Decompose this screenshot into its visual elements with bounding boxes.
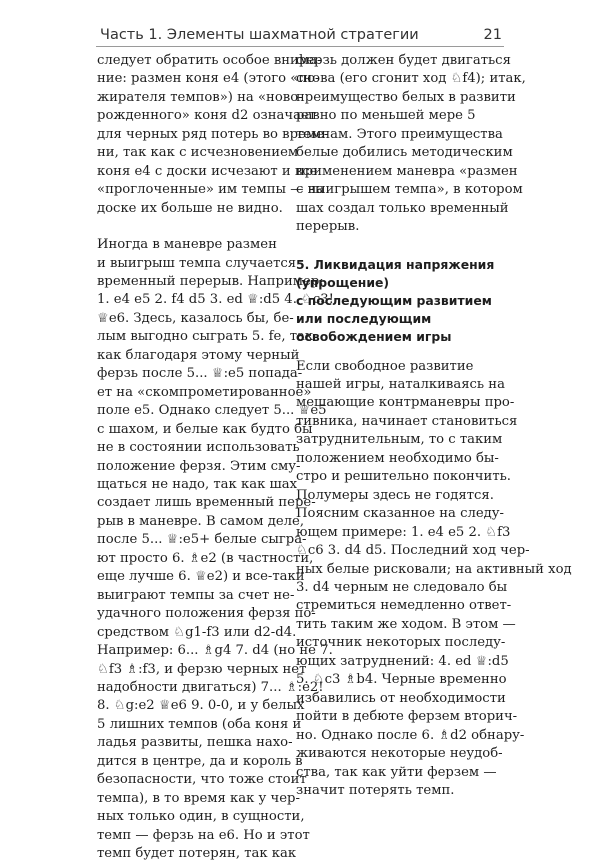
text-line: рожденного» коня d2 означает (97, 108, 317, 124)
text-line: Поясним сказанное на следу- (296, 506, 504, 522)
text-line: после 5... ♕:e5+ белые сыгра- (97, 532, 307, 548)
page-number: 21 (483, 27, 502, 43)
text-line: мешающие контрманевры про- (296, 395, 515, 411)
text-line: живаются некоторые неудоб- (296, 746, 503, 762)
text-line: темпам. Этого преимущества (296, 126, 503, 142)
text-line: стремиться немедленно ответ- (296, 598, 512, 614)
text-line: или последующим (296, 310, 432, 326)
text-line: ♘f3 ♗:f3, и ферзю черных нет (97, 661, 307, 677)
text-line: коня e4 с доски исчезают и все (97, 163, 318, 179)
paragraph-gap (97, 218, 283, 236)
text-line: освобождением игры (296, 328, 452, 344)
text-line: ет на «скомпрометированное» (97, 384, 312, 400)
paragraph (97, 52, 329, 218)
text-line: 5 лишних темпов (оба коня и (97, 716, 302, 732)
paragraph (296, 358, 572, 801)
text-line: 1. e4 e5 2. f4 d5 3. ed ♕:d5 4. ♘c3! (97, 292, 334, 308)
text-line: снова (его сгонит ход ♘f4); итак, (296, 71, 526, 87)
text-line: ют просто 6. ♗e2 (в частности, (97, 550, 314, 566)
text-line: нашей игры, наталкиваясь на (296, 376, 505, 392)
text-line: ных только один, в сущности, (97, 809, 305, 825)
text-line: рыв в маневре. В самом деле, (97, 513, 305, 529)
text-line: избавились от необходимости (296, 690, 506, 706)
paragraph-gap (296, 237, 486, 246)
text-line: создает лишь временный пере- (97, 495, 316, 511)
text-line: временный перерыв. Например: (97, 273, 324, 289)
text-line: источник некоторых последу- (296, 635, 506, 651)
text-line: Иногда в маневре размен (97, 237, 277, 253)
text-line: 3. d4 черным не следовало бы (296, 579, 508, 595)
paragraph (97, 236, 334, 863)
text-line: Например: 6... ♗g4 7. d4 (но не 7. (97, 643, 333, 659)
text-line: с шахом, и белые как будто бы (97, 421, 313, 437)
text-line: ♘c6 3. d4 d5. Последний ход чер- (296, 543, 530, 559)
text-line: перерыв. (296, 219, 360, 235)
paragraph (296, 52, 526, 237)
text-line: лым выгодно сыграть 5. fe, так (97, 329, 314, 345)
text-line: не в состоянии использовать (97, 440, 300, 456)
text-line: ни, так как с исчезновением (97, 145, 299, 161)
text-line: ние: размен коня e4 (этого «по- (97, 71, 320, 87)
text-line: жирателя темпов») на «ново- (97, 89, 303, 105)
text-line: как благодаря этому черный (97, 347, 300, 363)
text-line: пойти в дебюте ферзем вторич- (296, 709, 518, 725)
text-line: с выигрышем темпа», в котором (296, 182, 523, 198)
text-line: средством ♘g1-f3 или d2-d4. (97, 624, 297, 640)
text-line: тивника, начинает становиться (296, 413, 518, 429)
text-line: ферзь после 5... ♕:e5 попада- (97, 366, 303, 382)
text-line: «проглоченные» им темпы — на (97, 182, 325, 198)
header-rule (96, 46, 504, 47)
text-line: 5. Ликвидация напряжения (296, 256, 495, 272)
text-line: ющем примере: 1. e4 e5 2. ♘f3 (296, 524, 511, 540)
text-line: с последующим развитием (296, 292, 492, 308)
text-line: преимущество белых в развити (296, 89, 516, 105)
text-line: щаться не надо, так как шах (97, 476, 298, 492)
text-line: ладья развиты, пешка нахо- (97, 735, 293, 751)
text-line: безопасности, что тоже стоит (97, 772, 307, 788)
right-column (296, 52, 572, 800)
text-line: 5. ♘c3 ♗b4. Черные временно (296, 672, 507, 688)
text-line: еще лучше 6. ♕e2) и все-таки (97, 569, 305, 585)
text-line: поле e5. Однако следует 5... ♕e5 (97, 403, 327, 419)
text-line: ных белые рисковали; на активный ход (296, 561, 572, 577)
text-line: Если свободное развитие (296, 358, 474, 374)
text-line: 8. ♘g:e2 ♕e6 9. 0-0, и у белых (97, 698, 305, 714)
text-line: и выигрыш темпа случается (97, 255, 297, 271)
text-line: для черных ряд потерь во време- (97, 126, 329, 142)
text-line: положение ферзя. Этим сму- (97, 458, 301, 474)
text-line: дится в центре, да и король в (97, 753, 303, 769)
text-line: равно по меньшей мере 5 (296, 108, 476, 124)
section-heading (296, 256, 495, 346)
text-line: (упрощение) (296, 274, 390, 290)
text-line: значит потерять темп. (296, 782, 455, 798)
text-line: надобности двигаться) 7... ♗:e2! (97, 679, 324, 695)
text-line: стро и решительно покончить. (296, 469, 511, 485)
text-line: ферзь должен будет двигаться (296, 53, 511, 68)
text-line: следует обратить особое внима- (97, 53, 322, 68)
text-line: доске их больше не видно. (97, 200, 283, 216)
running-head: Часть 1. Элементы шахматной стратегии (100, 27, 419, 43)
text-line: удачного положения ферзя по- (97, 606, 316, 622)
text-line: положением необходимо бы- (296, 450, 499, 466)
text-line: темпа), в то время как у чер- (97, 790, 300, 806)
text-line: но. Однако после 6. ♗d2 обнару- (296, 727, 525, 743)
text-line: ющих затруднений: 4. ed ♕:d5 (296, 653, 509, 669)
text-line: ства, так как уйти ферзем — (296, 764, 497, 780)
text-line: выиграют темпы за счет не- (97, 587, 295, 603)
text-line: применением маневра «размен (296, 163, 518, 179)
text-line: тить таким же ходом. В этом — (296, 616, 516, 632)
text-line: Полумеры здесь не годятся. (296, 487, 494, 503)
text-line: затруднительным, то с таким (296, 432, 503, 448)
text-line: белые добились методическим (296, 145, 513, 161)
left-column (97, 52, 334, 863)
text-line: ♕e6. Здесь, казалось бы, бе- (97, 310, 294, 326)
text-line: темп будет потерян, так как (97, 846, 297, 862)
text-line: темп — ферзь на e6. Но и этот (97, 827, 310, 843)
text-line: шах создал только временный (296, 200, 509, 216)
